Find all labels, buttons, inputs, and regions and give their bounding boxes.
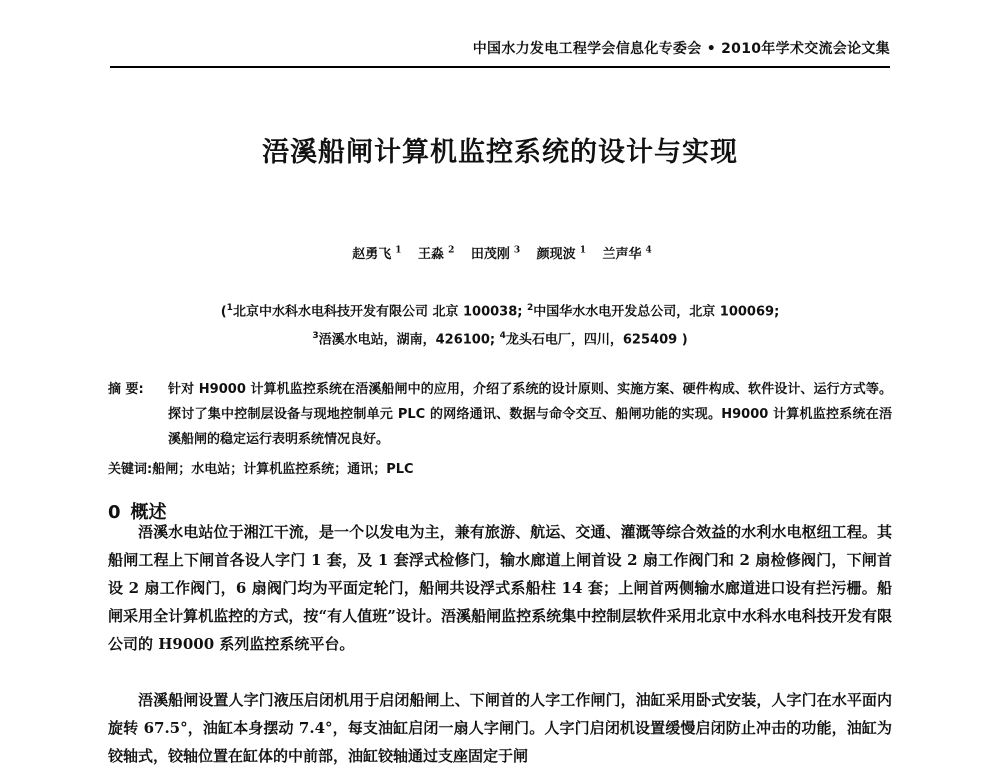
affiliation-1: 北京中水科水电科技开发有限公司 北京 100038;	[232, 304, 523, 320]
body-paragraph: 浯溪水电站位于湘江干流，是一个以发电为主，兼有旅游、航运、交通、灌溉等综合效益的水利水电枢纽工程。其船闸工程上下闸首各设人字门 1 套，及 1 套浮式检修门，输水廊道上闸首设 2 扇工作阀门和 2 扇检修阀门，下闸首设 2 扇工作阀门，6 扇阀门均为平面定轮门，船闸共设浮式系船柱 14 套；上闸首两侧输水廊道进口设有拦污栅。船闸采用全计算机监控的方式，按“有人值班”设计。浯溪船闸监控系统集中控制层软件采用北京中水科水电科技开发有限公司的 H9000 系列监控系统平台。	[108, 523, 892, 653]
author: 田茂刚 $^3$	[470, 245, 521, 262]
author: 颜现波 $^1$	[536, 245, 586, 262]
author: 赵勇飞 $^1$	[352, 245, 402, 262]
abstract	[108, 377, 892, 452]
section-number: 0	[108, 502, 121, 523]
affiliation-4: 龙头石电厂，四川，625409 )	[505, 332, 688, 348]
abstract-text: 针对 H9000 计算机监控系统在浯溪船闸中的应用，介绍了系统的设计原则、实施方案、硬件构成、软件设计、运行方式等。探讨了集中控制层设备与现地控制单元 PLC 的网络通讯、数据与命令交互、船闸功能的实现。H9000 计算机监控系统在浯溪船闸的稳定运行表明系统情况良好。	[168, 382, 892, 447]
affiliations: ($^1$北京中水科水电科技开发有限公司 北京 100038; $^2$中国华水水电开发总公司，北京 100069; $^3$浯溪水电站，湖南，426100; $^4$龙头石电厂，四川，625409 )	[220, 303, 780, 348]
affiliation-3: 浯溪水电站，湖南，426100;	[318, 332, 496, 348]
affiliation-2: 中国华水水电开发总公司，北京 100069;	[533, 304, 780, 320]
body-paragraph: 浯溪船闸设置人字门液压启闭机用于启闭船闸上、下闸首的人字工作闸门，油缸采用卧式安装，人字门在水平面内旋转 67.5°，油缸本身摆动 7.4°，每支油缸启闭一扇人字闸门。人字门启闭机设置缓慢启闭防止冲击的功能，油缸为铰轴式，铰轴位置在缸体的中前部，油缸铰轴通过支座固定于闸	[108, 691, 892, 765]
section-title: 概述	[130, 502, 167, 523]
author-list	[0, 243, 1000, 262]
author: 兰声华 $^4$	[602, 245, 652, 262]
running-header: 中国水力发电工程学会信息化专委会 • 2010年学术交流会论文集	[472, 41, 890, 57]
keywords	[108, 458, 892, 477]
paper-title: 浯溪船闸计算机监控系统的设计与实现	[262, 137, 738, 168]
header-rule	[110, 66, 890, 68]
author: 王淼 $^2$	[418, 245, 455, 262]
keywords-text: 船闸；水电站；计算机监控系统；通讯；PLC	[152, 462, 414, 477]
abstract-label: 摘 要:	[108, 382, 144, 397]
keywords-label: 关键词:	[108, 462, 153, 477]
